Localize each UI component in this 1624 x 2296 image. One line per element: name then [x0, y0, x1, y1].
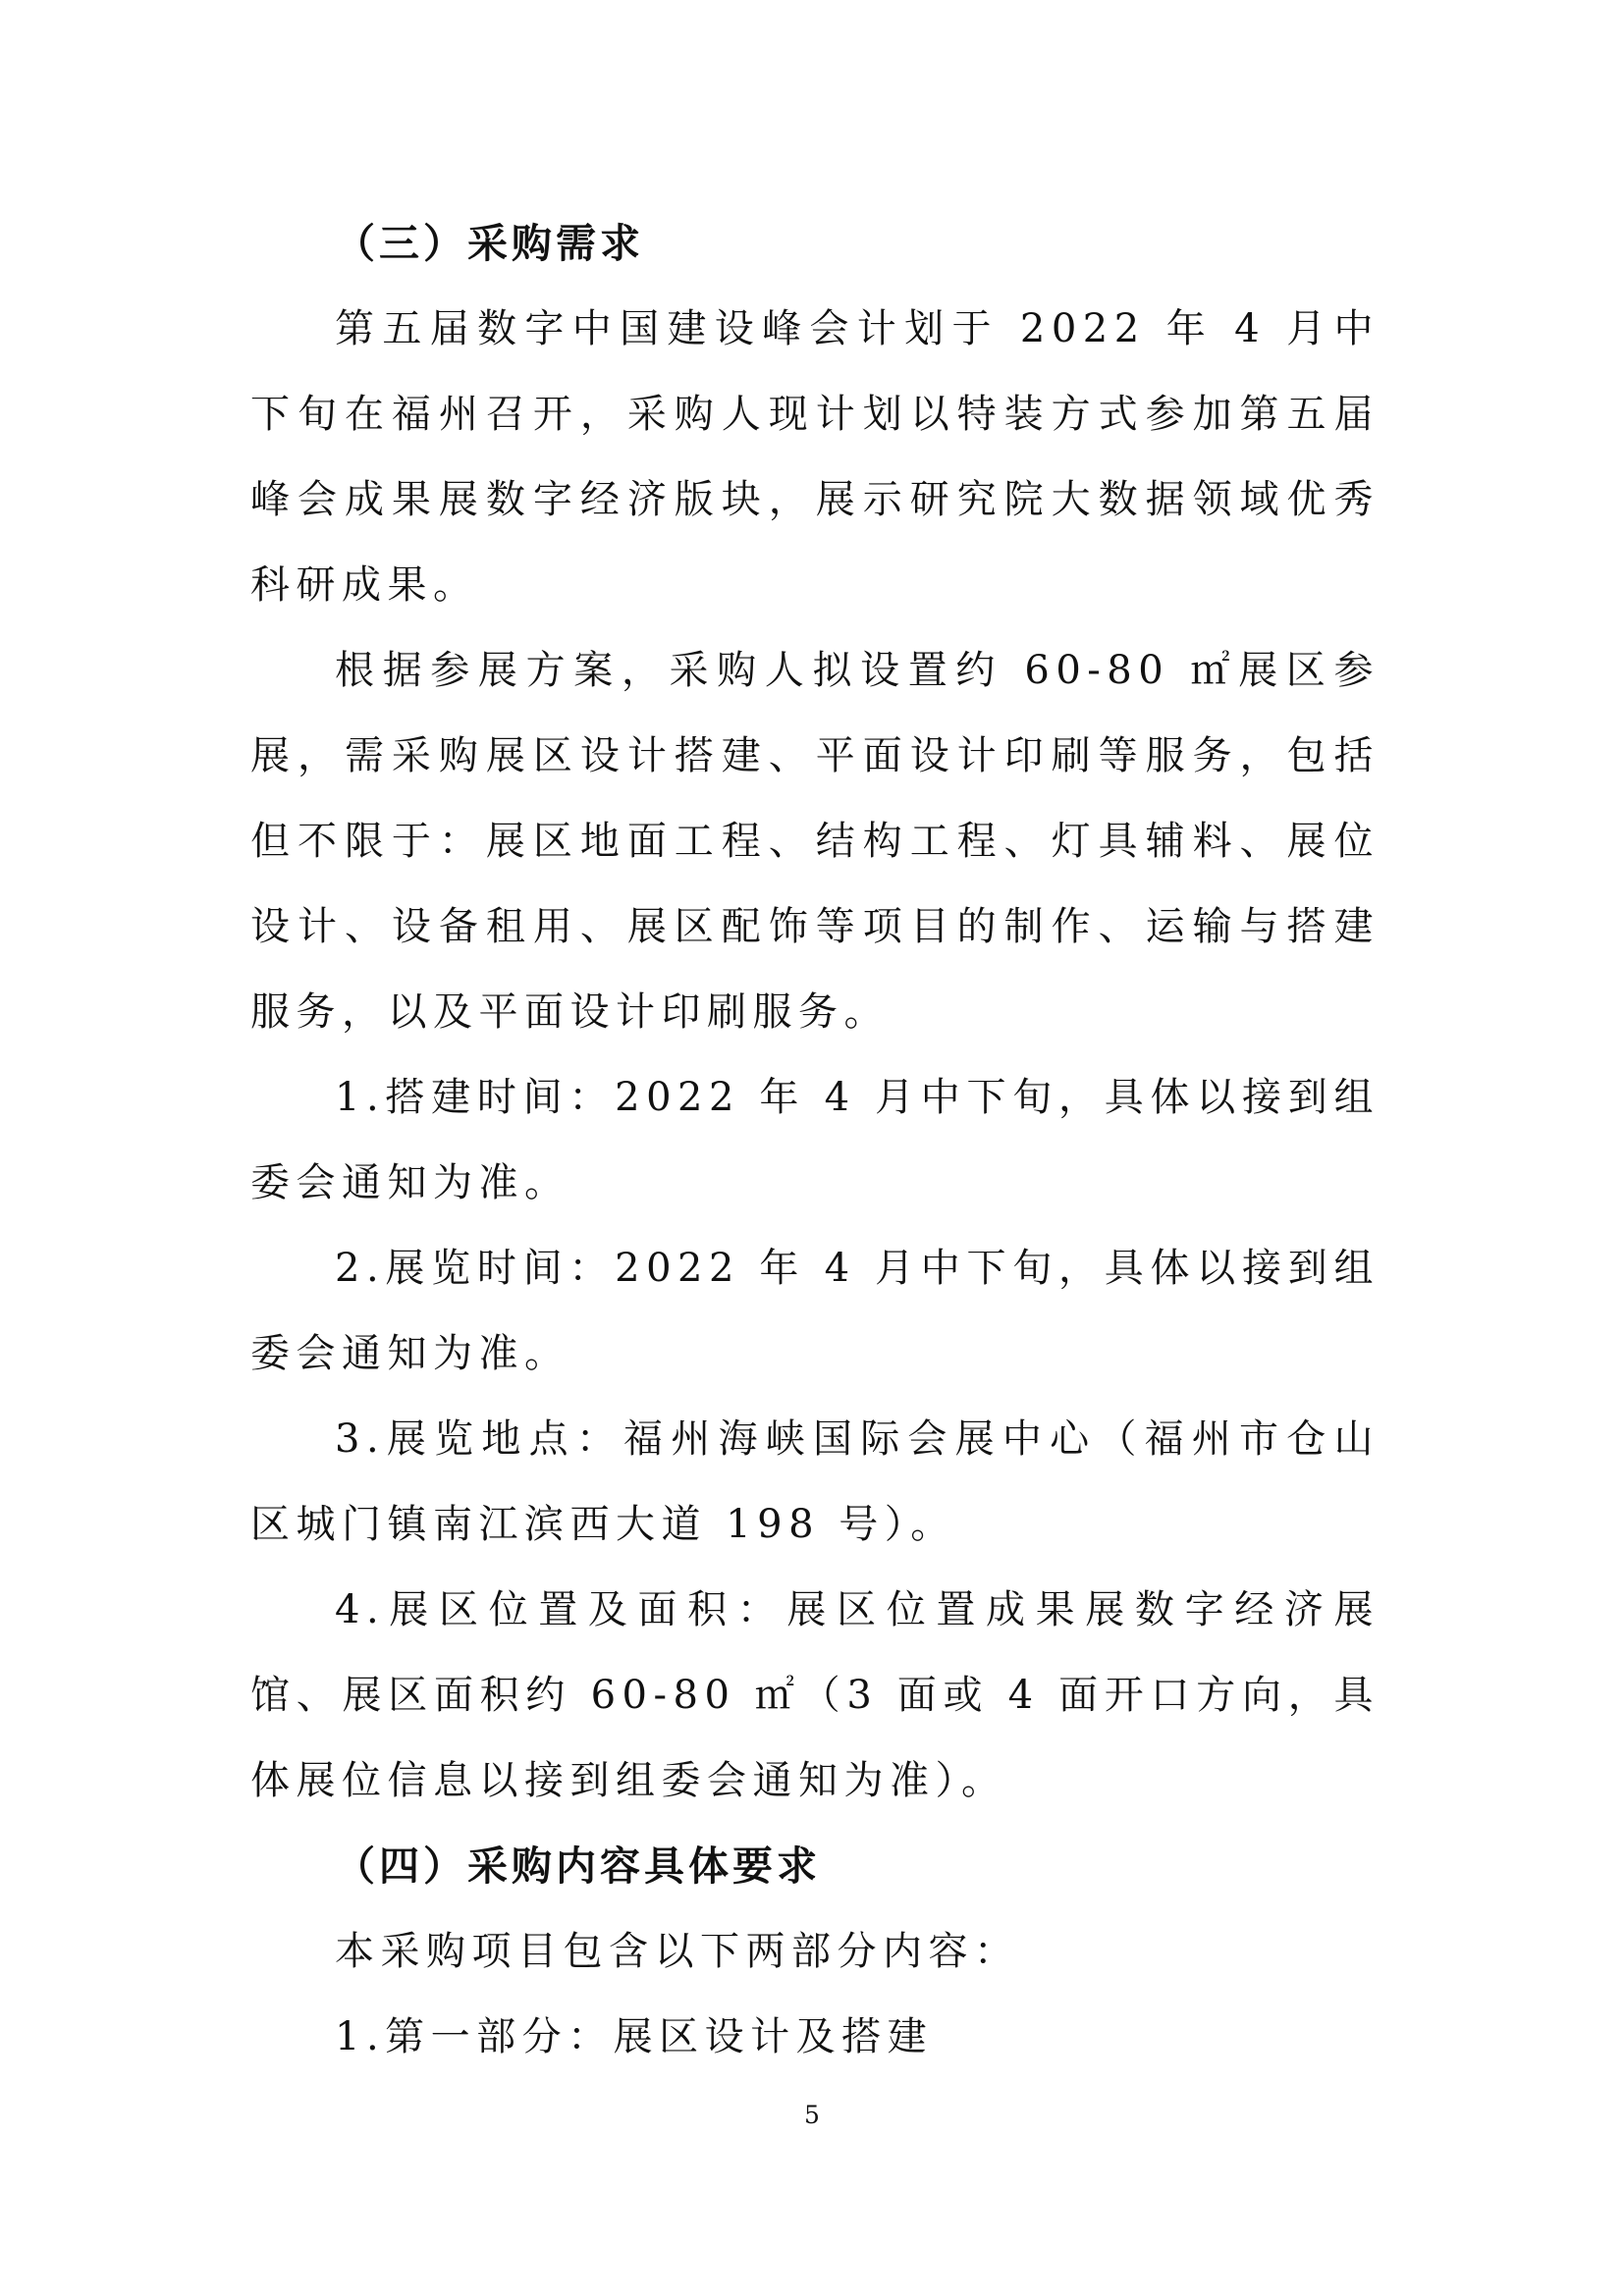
paragraph-area-and-size: 4.展区位置及面积：展区位置成果展数字经济展馆、展区面积约 60-80 ㎡（3 面或 4 面开口方向，具体展位信息以接到组委会通知为准）。 — [250, 1587, 1380, 1803]
paragraph-exhibition-location: 3.展览地点：福州海峡国际会展中心（福州市仓山区城门镇南江滨西大道 198 号）。 — [250, 1416, 1380, 1547]
paragraph-two-parts-intro: 本采购项目包含以下两部分内容： — [335, 1929, 1020, 1974]
paragraph-summit-plan: 第五届数字中国建设峰会计划于 2022 年 4 月中下旬在福州召开，采购人现计划以特装方式参加第五届峰会成果展数字经济版块，展示研究院大数据领域优秀科研成果。 — [250, 306, 1380, 608]
page-number: 5 — [804, 2101, 820, 2129]
paragraph-exhibition-time: 2.展览时间：2022 年 4 月中下旬，具体以接到组委会通知为准。 — [250, 1246, 1380, 1376]
section-heading-procurement-needs: （三）采购需求 — [335, 220, 644, 267]
paragraph-build-time: 1.搭建时间：2022 年 4 月中下旬，具体以接到组委会通知为准。 — [250, 1075, 1380, 1205]
paragraph-exhibition-plan: 根据参展方案，采购人拟设置约 60-80 ㎡展区参展，需采购展区设计搭建、平面设计印刷等服务，包括但不限于：展区地面工程、结构工程、灯具辅料、展位设计、设备租用、展区配饰等项目的制作、运输与搭建服务，以及平面设计印刷服务。 — [250, 648, 1380, 1035]
section-heading-specific-requirements: （四）采购内容具体要求 — [335, 1842, 821, 1890]
page-content — [250, 201, 1380, 2080]
paragraph-part-one: 1.第一部分：展区设计及搭建 — [335, 2014, 934, 2059]
